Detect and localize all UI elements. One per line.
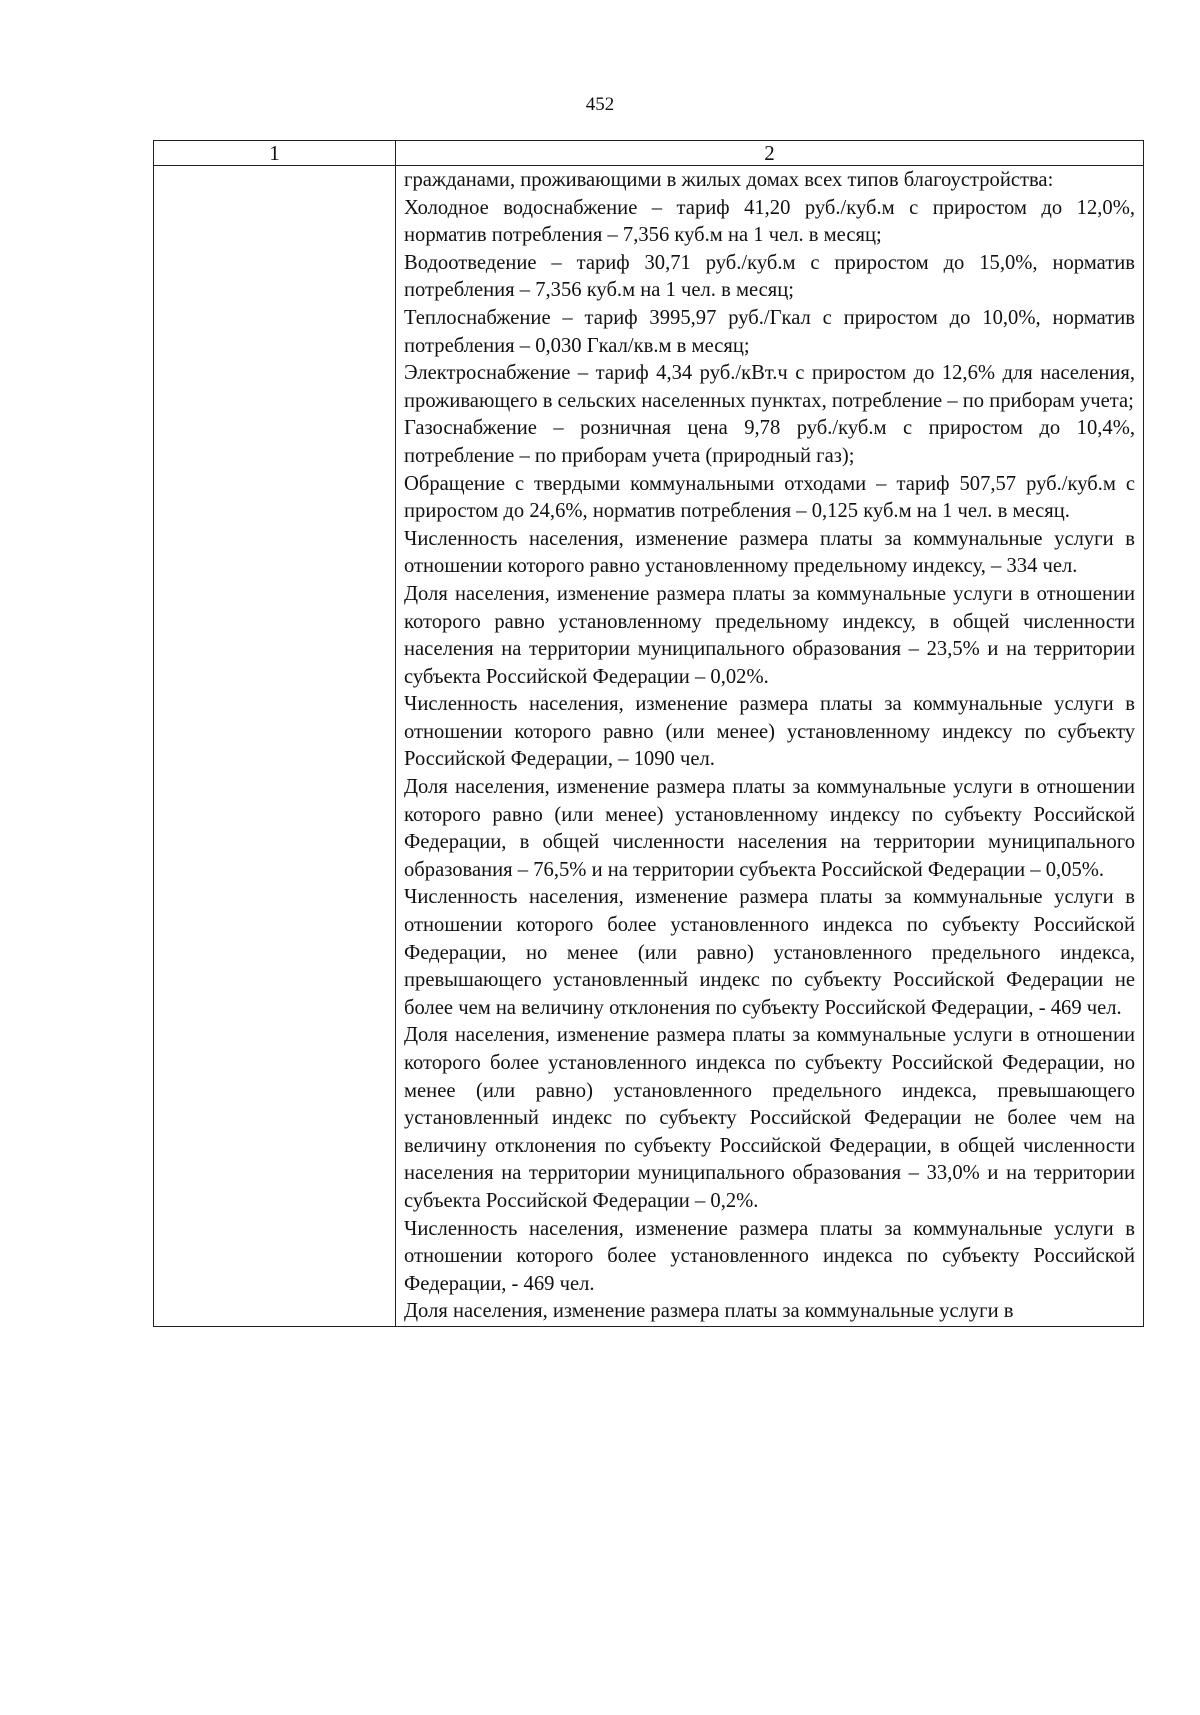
paragraph-sewerage: Водоотведение – тариф 30,71 руб./куб.м с приростом до 15,0%, норматив потребления – 7,356 куб.м на 1 чел. в месяц;	[404, 251, 1135, 302]
document-table	[153, 140, 1144, 1327]
paragraph-cold-water: Холодное водоснабжение – тариф 41,20 руб./куб.м с приростом до 12,0%, норматив потребления – 7,356 куб.м на 1 чел. в месяц;	[404, 196, 1135, 247]
paragraph-population-above-index: Численность населения, изменение размера платы за коммунальные услуги в отношении которого более установленного индекса по субъекту Российской Федерации, но менее (или равно) установленного предельного индекса, превышающего установленный индекс по субъекту Российской Федерации не более чем на величину отклонения по субъекту Российской Федерации, - 469 чел.	[404, 886, 1135, 1019]
table-body-row	[154, 166, 1144, 1327]
paragraph-share-above-index: Доля населения, изменение размера платы за коммунальные услуги в отношении которого более установленного индекса по субъекту Российской Федерации, но менее (или равно) установленного предельного индекса, превышающего установленный индекс по субъекту Российской Федерации не более чем на величину отклонения по субъекту Российской Федерации, в общей численности населения на территории муниципального образования – 33,0% и на территории субъекта Российской Федерации – 0,2%.	[404, 1024, 1135, 1212]
column-2-cell	[396, 166, 1144, 1327]
column-header-2: 2	[396, 141, 1144, 166]
column-header-1: 1	[154, 141, 396, 166]
page-number: 452	[585, 94, 615, 115]
paragraph-population-equal-index: Численность населения, изменение размера платы за коммунальные услуги в отношении которого равно (или менее) установленному индексу по субъекту Российской Федерации, – 1090 чел.	[404, 693, 1135, 771]
paragraph-gas: Газоснабжение – розничная цена 9,78 руб./куб.м с приростом до 10,4%, потребление – по приборам учета (природный газ);	[404, 417, 1135, 467]
paragraph-heating: Теплоснабжение – тариф 3995,97 руб./Гкал с приростом до 10,0%, норматив потребления – 0,030 Гкал/кв.м в месяц;	[404, 306, 1135, 357]
paragraph-waste: Обращение с твердыми коммунальными отходами – тариф 507,57 руб./куб.м с приростом до 24,6%, норматив потребления – 0,125 куб.м на 1 чел. в месяц.	[404, 472, 1135, 523]
paragraph-population-more-index: Численность населения, изменение размера платы за коммунальные услуги в отношении которого более установленного индекса по субъекту Российской Федерации, - 469 чел.	[404, 1217, 1135, 1295]
table-header-row	[154, 141, 1144, 166]
column-1-cell	[154, 166, 396, 1327]
paragraph-share-continued: Доля населения, изменение размера платы за коммунальные услуги в	[404, 1300, 1014, 1323]
paragraph-share-equal-limit: Доля населения, изменение размера платы за коммунальные услуги в отношении которого равно установленному предельному индексу, в общей численности населения на территории муниципального образования – 23,5% и на территории субъекта Российской Федерации – 0,02%.	[404, 582, 1135, 688]
paragraph-electricity: Электроснабжение – тариф 4,34 руб./кВт.ч с приростом до 12,6% для населения, проживающего в сельских населенных пунктах, потребление – по приборам учета;	[404, 362, 1135, 412]
paragraph-intro: гражданами, проживающими в жилых домах всех типов благоустройства:	[404, 169, 1054, 191]
paragraph-share-equal-index: Доля населения, изменение размера платы за коммунальные услуги в отношении которого равно (или менее) установленному индексу по субъекту Российской Федерации, в общей численности населения на территории муниципального образования – 76,5% и на территории субъекта Российской Федерации – 0,05%.	[404, 776, 1135, 881]
paragraph-population-equal-limit: Численность населения, изменение размера платы за коммунальные услуги в отношении которого равно установленному предельному индексу, – 334 чел.	[404, 527, 1135, 578]
